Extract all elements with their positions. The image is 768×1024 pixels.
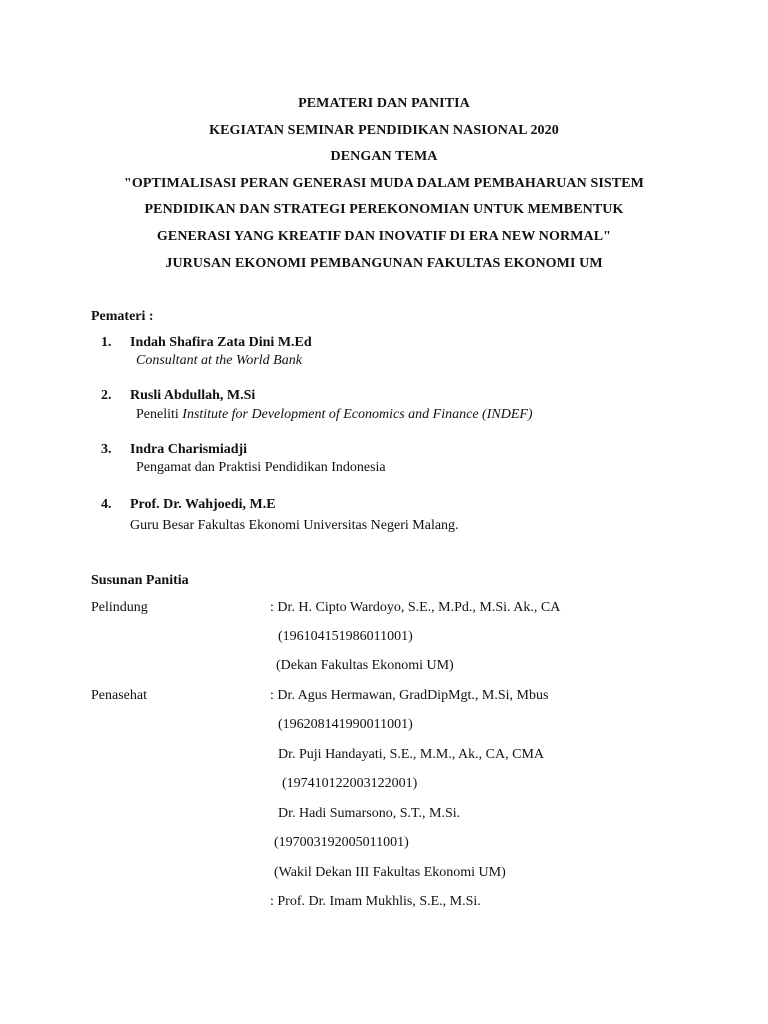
pemateri-2-name: Rusli Abdullah, M.Si bbox=[130, 388, 256, 403]
pemateri-4-name: Prof. Dr. Wahjoedi, M.E bbox=[130, 497, 276, 512]
document-header bbox=[0, 91, 768, 277]
pemateri-4-description: Guru Besar Fakultas Ekonomi Universitas Negeri Malang. bbox=[130, 518, 459, 533]
pemateri-3-number: 3. bbox=[101, 442, 112, 457]
pemateri-2-description-plain: Peneliti bbox=[136, 407, 183, 422]
pemateri-1-name: Indah Shafira Zata Dini M.Ed bbox=[130, 335, 312, 350]
pemateri-2-description bbox=[136, 406, 533, 424]
panitia-role-pelindung: Pelindung bbox=[91, 600, 148, 615]
pelindung-name: : Dr. H. Cipto Wardoyo, S.E., M.Pd., M.Si. Ak., CA bbox=[270, 600, 561, 615]
penasehat-3-nip: (197003192005011001) bbox=[274, 835, 409, 850]
penasehat-2-name: Dr. Puji Handayati, S.E., M.M., Ak., CA, CMA bbox=[278, 747, 545, 762]
header-event-name: KEGIATAN SEMINAR PENDIDIKAN NASIONAL 2020 bbox=[209, 122, 559, 138]
pemateri-4-number: 4. bbox=[101, 497, 112, 512]
pelindung-nip: (196104151986011001) bbox=[278, 629, 413, 644]
pemateri-1-number: 1. bbox=[101, 335, 112, 350]
header-theme-label: DENGAN TEMA bbox=[330, 149, 438, 165]
pemateri-3-name: Indra Charismiadji bbox=[130, 442, 248, 457]
penasehat-3-name: Dr. Hadi Sumarsono, S.T., M.Si. bbox=[278, 806, 461, 821]
penasehat-3-position: (Wakil Dekan III Fakultas Ekonomi UM) bbox=[274, 865, 506, 880]
pemateri-2-number: 2. bbox=[101, 388, 112, 403]
header-theme-line-1: "OPTIMALISASI PERAN GENERASI MUDA DALAM PEMBAHARUAN SISTEM bbox=[124, 175, 644, 191]
next-member-name: : Prof. Dr. Imam Mukhlis, S.E., M.Si. bbox=[270, 894, 481, 909]
header-department: JURUSAN EKONOMI PEMBANGUNAN FAKULTAS EKONOMI UM bbox=[165, 255, 603, 271]
pemateri-3-description: Pengamat dan Praktisi Pendidikan Indonesia bbox=[136, 460, 386, 475]
pemateri-heading: Pemateri : bbox=[91, 309, 154, 324]
pemateri-2-description-italic: Institute for Development of Economics and Finance (INDEF) bbox=[182, 407, 533, 422]
penasehat-1-nip: (196208141990011001) bbox=[278, 717, 413, 732]
header-theme-line-3: GENERASI YANG KREATIF DAN INOVATIF DI ERA NEW NORMAL" bbox=[156, 228, 612, 244]
pemateri-1-description: Consultant at the World Bank bbox=[136, 353, 302, 368]
penasehat-2-nip: (197410122003122001) bbox=[282, 776, 418, 791]
pelindung-position: (Dekan Fakultas Ekonomi UM) bbox=[276, 658, 454, 673]
header-title: PEMATERI DAN PANITIA bbox=[298, 96, 470, 111]
panitia-heading: Susunan Panitia bbox=[91, 573, 189, 588]
header-theme-line-2: PENDIDIKAN DAN STRATEGI PEREKONOMIAN UNTUK MEMBENTUK bbox=[144, 202, 624, 218]
panitia-role-penasehat: Penasehat bbox=[91, 688, 147, 703]
penasehat-1-name: : Dr. Agus Hermawan, GradDipMgt., M.Si, Mbus bbox=[270, 688, 549, 703]
